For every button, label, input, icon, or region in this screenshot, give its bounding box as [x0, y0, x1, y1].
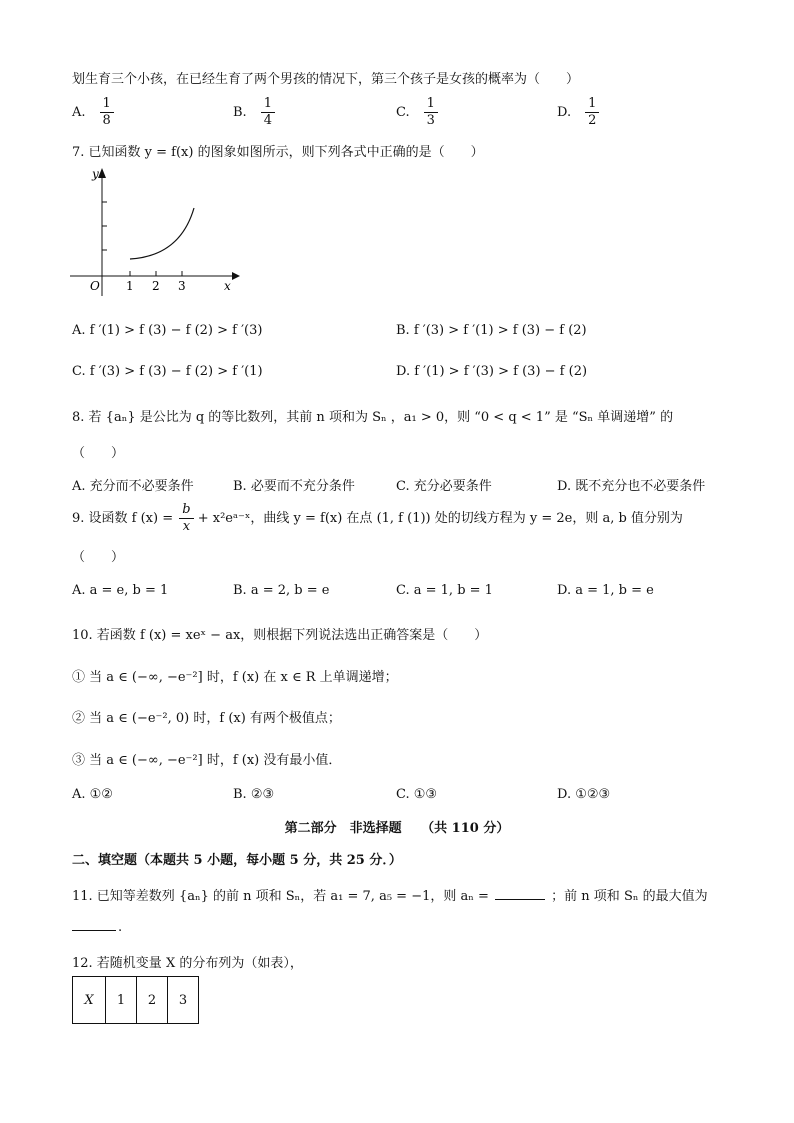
q8-stem: 8. 若 {aₙ} 是公比为 q 的等比数列，其前 n 项和为 Sₙ ，a₁ > 0，则 “0 < q < 1” 是 “Sₙ 单调递增” 的 [72, 410, 674, 425]
x-axis-arrow [232, 272, 240, 280]
q6-option-c-letter: C. [396, 105, 410, 120]
q6-option-a-letter: A. [72, 105, 86, 120]
q7-option-c[interactable]: C. f ′(3) > f (3) − f (2) > f ′(1) [72, 364, 263, 379]
q11-line2 [72, 920, 122, 935]
q8-option-d[interactable]: D. 既不充分也不必要条件 [557, 479, 706, 494]
q11-stem-post: ；前 n 项和 Sₙ 的最大值为 [551, 889, 708, 904]
q6-option-a-num: 1 [100, 96, 114, 113]
origin-label: O [90, 279, 100, 293]
q11-tail: . [118, 920, 123, 935]
section2-heading: 二、填空题（本题共 5 小题，每小题 5 分，共 25 分．） [72, 853, 402, 868]
x-label: x [224, 279, 231, 293]
q6-option-c-num: 1 [424, 96, 438, 113]
q6-option-b-num: 1 [261, 96, 275, 113]
q7-option-b[interactable]: B. f ′(3) > f ′(1) > f (3) − f (2) [396, 323, 587, 338]
q11-stem-pre: 11. 已知等差数列 {aₙ} 的前 n 项和 Sₙ，若 a₁ = 7, a₅ = −1，则 aₙ = [72, 889, 489, 904]
q6-option-b-letter: B. [233, 105, 247, 120]
q6-option-d-den: 2 [588, 113, 597, 128]
q9-option-b[interactable]: B. a = 2, b = e [233, 583, 330, 598]
q8-option-b[interactable]: B. 必要而不充分条件 [233, 479, 355, 494]
table-cell: 3 [168, 977, 199, 1024]
q6-option-d[interactable] [557, 96, 599, 129]
q9-stem [72, 502, 683, 535]
q10-option-a[interactable]: A. ①② [72, 787, 113, 802]
function-curve [130, 208, 194, 259]
tick-label-2: 2 [152, 279, 160, 293]
q10-stem: 10. 若函数 f (x) = xeˣ − ax，则根据下列说法选出正确答案是（ ） [72, 628, 488, 643]
q8-option-a[interactable]: A. 充分而不必要条件 [72, 479, 194, 494]
tick-label-3: 3 [178, 279, 186, 293]
y-label: y [92, 167, 99, 181]
q10-option-c[interactable]: C. ①③ [396, 787, 438, 802]
q7-stem: 7. 已知函数 y = f(x) 的图象如图所示，则下列各式中正确的是（ ） [72, 145, 484, 160]
q9-stem-post: + x²eᵃ⁻ˣ，曲线 y = f(x) 在点 (1, f (1)) 处的切线方程为 y = 2e，则 a, b 值分别为 [197, 511, 683, 526]
part2-heading: 第二部分 非选择题 （共 110 分） [284, 821, 510, 836]
table-cell: 2 [137, 977, 168, 1024]
tick-label-1: 1 [126, 279, 134, 293]
q9-option-a[interactable]: A. a = e, b = 1 [72, 583, 169, 598]
q7-graph [70, 164, 240, 298]
q8-option-c[interactable]: C. 充分必要条件 [396, 479, 492, 494]
q9-paren: （ ） [72, 550, 125, 565]
q12-stem: 12. 若随机变量 X 的分布列为（如表）， [72, 956, 303, 971]
q6-option-c[interactable] [396, 96, 438, 129]
table-row [73, 977, 199, 1024]
q10-item-1: ① 当 a ∈ (−∞, −e⁻²] 时，f (x) 在 x ∈ R 上单调递增； [72, 670, 398, 685]
q6-option-d-num: 1 [585, 96, 599, 113]
q10-item-3: ③ 当 a ∈ (−∞, −e⁻²] 时，f (x) 没有最小值． [72, 753, 342, 768]
q9-option-c[interactable]: C. a = 1, b = 1 [396, 583, 493, 598]
q10-option-b[interactable]: B. ②③ [233, 787, 275, 802]
q9-frac-num: b [179, 502, 193, 519]
q6-stem: 划生育三个小孩，在已经生育了两个男孩的情况下，第三个孩子是女孩的概率为（ ） [72, 72, 580, 87]
q6-option-d-letter: D. [557, 105, 572, 120]
q7-option-a[interactable]: A. f ′(1) > f (3) − f (2) > f ′(3) [72, 323, 263, 338]
q8-paren: （ ） [72, 446, 125, 461]
q11-stem [72, 885, 708, 904]
q6-option-b[interactable] [233, 96, 275, 129]
q6-option-a-den: 8 [102, 113, 111, 128]
q9-frac-den: x [182, 519, 191, 534]
q11-blank-1[interactable] [495, 899, 545, 900]
q9-option-d[interactable]: D. a = 1, b = e [557, 583, 654, 598]
y-axis-arrow [98, 168, 106, 178]
q6-option-a[interactable] [72, 96, 114, 129]
table-cell: 1 [106, 977, 137, 1024]
q12-distribution-table [72, 976, 199, 1024]
q11-blank-2[interactable] [72, 930, 116, 931]
q9-stem-pre: 9. 设函数 f (x) = [72, 511, 174, 526]
q10-option-d[interactable]: D. ①②③ [557, 787, 611, 802]
q6-option-b-den: 4 [263, 113, 272, 128]
q10-item-2: ② 当 a ∈ (−e⁻², 0) 时，f (x) 有两个极值点； [72, 711, 341, 726]
table-header-cell: X [73, 977, 106, 1024]
q7-option-d[interactable]: D. f ′(1) > f ′(3) > f (3) − f (2) [396, 364, 588, 379]
q6-option-c-den: 3 [426, 113, 435, 128]
